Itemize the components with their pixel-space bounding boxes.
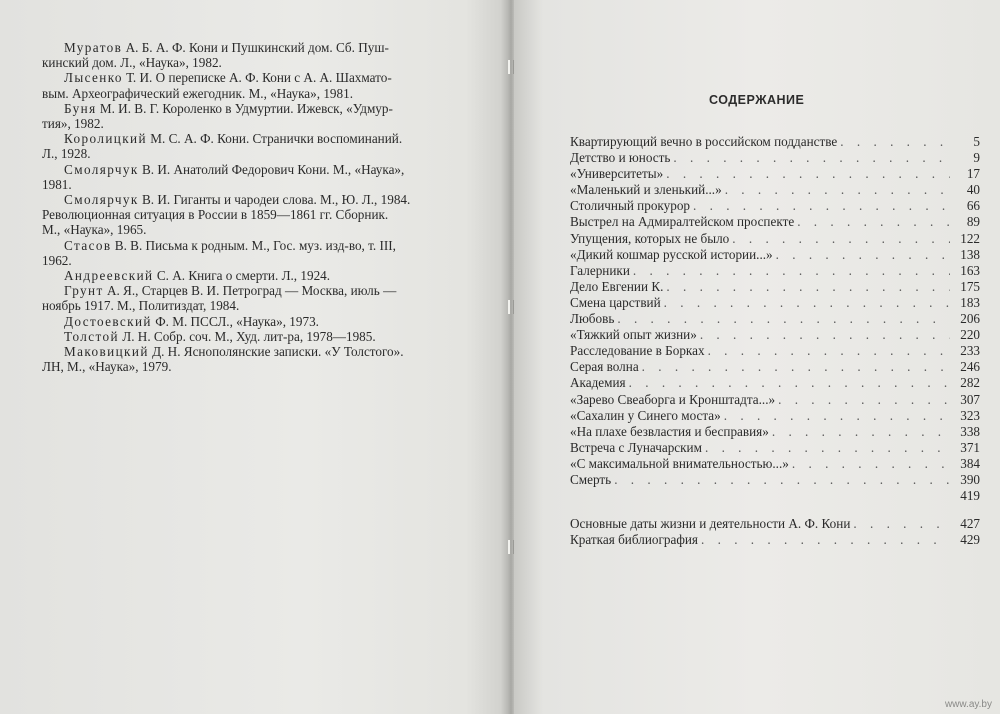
toc-entry-page: 282 xyxy=(960,375,980,391)
toc-leader-dots xyxy=(664,295,950,311)
toc-entry-title: Серая волна xyxy=(570,359,639,375)
bibliography-line: кинский дом. Л., «Наука», 1982. xyxy=(42,55,222,71)
toc-leader-dots xyxy=(629,375,950,391)
bibliography-line: ноябрь 1917. М., Политиздат, 1984. xyxy=(42,298,240,314)
toc-leader-dots xyxy=(633,263,950,279)
toc-leader-dots xyxy=(797,214,950,230)
author-surname: Королицкий xyxy=(64,131,147,147)
toc-entry-title: Смерть xyxy=(570,471,612,487)
toc-entry-title: Встреча с Луначарским xyxy=(570,439,702,455)
bibliography-entry xyxy=(42,314,452,329)
toc-entry xyxy=(570,472,980,488)
toc-entry xyxy=(570,166,980,182)
toc-entry-title: Академия xyxy=(570,375,626,391)
author-surname: Лысенко xyxy=(64,70,123,86)
toc-leader-dots xyxy=(725,182,950,198)
toc-entry xyxy=(570,134,980,150)
author-surname: Смолярчук xyxy=(64,192,139,208)
toc-entry-page: 429 xyxy=(960,532,980,548)
bibliography-line: Смолярчук В. И. Гиганты и чародеи слова. М., Ю. Л., 1984. xyxy=(64,192,411,208)
bibliography-line: Королицкий М. С. А. Ф. Кони. Странички воспоминаний. xyxy=(64,131,403,147)
bibliography-line: Революционная ситуация в России в 1859—1861 гг. Сборник. xyxy=(42,207,389,223)
toc-entry-title: «Зарево Свеаборга и Кронштадта...» xyxy=(570,391,776,407)
author-surname: Грунт xyxy=(64,283,104,299)
toc-entry-title: «На плахе безвластия и бесправия» xyxy=(570,423,769,439)
toc-entry xyxy=(570,532,980,548)
toc-entry xyxy=(570,247,980,263)
toc-leader-dots xyxy=(776,247,950,263)
toc-leader-dots xyxy=(642,359,950,375)
bibliography-line: Буня М. И. В. Г. Короленко в Удмуртии. Ижевск, «Удмур- xyxy=(64,100,393,116)
toc-entry-page: 427 xyxy=(960,516,980,532)
toc-entry-title: «Тяжкий опыт жизни» xyxy=(570,327,697,343)
toc-entry-page: 338 xyxy=(960,423,980,439)
toc-leader-dots xyxy=(708,343,950,359)
bibliography-entry xyxy=(42,192,452,238)
toc-leader-dots xyxy=(666,279,950,295)
bibliography-entry xyxy=(42,268,452,283)
bibliography-entry xyxy=(42,329,452,344)
toc-leader-dots xyxy=(853,516,950,532)
toc-leader-dots xyxy=(724,408,950,424)
toc-entry xyxy=(570,488,980,504)
toc-leader-dots xyxy=(778,392,950,408)
toc-leader-dots xyxy=(792,456,950,472)
bibliography-line: ЛН, М., «Наука», 1979. xyxy=(42,359,172,375)
toc-entry xyxy=(570,440,980,456)
toc-entry xyxy=(570,182,980,198)
right-page xyxy=(514,0,1000,714)
bibliography-line: Муратов А. Б. А. Ф. Кони и Пушкинский дом. Сб. Пуш- xyxy=(64,40,389,55)
toc-entry-title: Столичный прокурор xyxy=(570,198,691,214)
bibliography-line: М., «Наука», 1965. xyxy=(42,222,147,238)
bibliography-line: Маковицкий Д. Н. Яснополянские записки. «У Толстого». xyxy=(64,344,404,360)
author-surname: Андреевский xyxy=(64,268,154,284)
toc-entry-title: Дело Евгении К. xyxy=(570,278,664,294)
author-surname: Муратов xyxy=(64,40,123,55)
bibliography-entry xyxy=(42,40,452,70)
bibliography-entry xyxy=(42,283,452,313)
toc-leader-dots xyxy=(705,440,950,456)
toc-entry-page: 89 xyxy=(966,214,980,230)
toc-entry xyxy=(570,343,980,359)
toc-entry-page: 220 xyxy=(960,327,980,343)
toc-entry-page: 163 xyxy=(960,262,980,278)
toc-entry xyxy=(570,424,980,440)
toc-leader-dots xyxy=(700,327,950,343)
toc-entry xyxy=(570,231,980,247)
toc-entry-page: 138 xyxy=(960,246,980,262)
toc-entry-page: 246 xyxy=(960,359,980,375)
toc-entry-title: Основные даты жизни и деятельности А. Ф. Кони xyxy=(570,516,851,532)
toc-entry xyxy=(570,375,980,391)
bibliography-entry xyxy=(42,238,452,268)
bibliography-line: Толстой Л. Н. Собр. соч. М., Худ. лит-ра, 1978—1985. xyxy=(64,328,376,344)
bibliography-entry xyxy=(42,131,452,161)
toc-entry xyxy=(570,214,980,230)
toc-entry-title: «Сахалин у Синего моста» xyxy=(570,407,721,423)
bibliography-line: 1981. xyxy=(42,176,72,192)
toc-entry-page: 233 xyxy=(960,343,980,359)
toc-entry-title: Упущения, которых не было xyxy=(570,230,730,246)
toc-entry xyxy=(570,295,980,311)
toc-entry-title: «С максимальной внимательностью...» xyxy=(570,455,789,471)
toc-leader-dots xyxy=(840,134,950,150)
author-surname: Маковицкий xyxy=(64,344,149,360)
bibliography-line: 1962. xyxy=(42,252,72,268)
bibliography-line: Андреевский С. А. Книга о смерти. Л., 1924. xyxy=(64,268,331,284)
toc-entry-page: 183 xyxy=(960,294,980,310)
toc-entry-page: 307 xyxy=(960,391,980,407)
toc-entry-title: Выстрел на Адмиралтейском проспекте xyxy=(570,214,795,230)
toc-entry-page: 40 xyxy=(966,182,980,198)
toc-leader-dots xyxy=(617,311,950,327)
toc-entry-title: «Университеты» xyxy=(570,166,664,182)
toc-leader-dots xyxy=(701,532,950,548)
bibliography-entry xyxy=(42,101,452,131)
bibliography-line: Стасов В. В. Письма к родным. М., Гос. муз. изд-во, т. III, xyxy=(64,237,396,253)
bibliography-line: Достоевский Ф. М. ПССЛ., «Наука», 1973. xyxy=(64,313,319,329)
author-surname: Смолярчук xyxy=(64,161,139,177)
toc-leader-dots xyxy=(614,472,950,488)
toc-entry-page: 175 xyxy=(960,278,980,294)
toc-entry-page: 371 xyxy=(960,439,980,455)
toc-entry-page: 419 xyxy=(960,488,980,504)
table-of-contents xyxy=(570,134,980,548)
bibliography-line: Смолярчук В. И. Анатолий Федорович Кони. М., «Наука», xyxy=(64,161,405,177)
toc-entry-title: Расследование в Борках xyxy=(570,343,705,359)
toc-entry-page: 122 xyxy=(960,230,980,246)
bibliography-line: Грунт А. Я., Старцев В. И. Петроград — Москва, июль — xyxy=(64,283,397,299)
bibliography-list xyxy=(42,40,452,374)
watermark: www.ay.by xyxy=(944,699,992,710)
toc-entry xyxy=(570,408,980,424)
bibliography-line: Л., 1928. xyxy=(42,146,91,162)
toc-entry-page: 384 xyxy=(960,455,980,471)
bibliography-entry xyxy=(42,344,452,374)
bibliography-entry xyxy=(42,70,452,100)
toc-entry-page: 17 xyxy=(966,166,980,182)
author-surname: Буня xyxy=(64,100,97,116)
toc-entry-title: Квартирующий вечно в российском подданстве xyxy=(570,134,838,149)
author-surname: Стасов xyxy=(64,237,112,253)
bibliography-entry xyxy=(42,162,452,192)
toc-leader-dots xyxy=(673,150,950,166)
toc-entry-page: 206 xyxy=(960,311,980,327)
toc-entry xyxy=(570,516,980,532)
toc-entry-page: 5 xyxy=(973,134,980,149)
toc-entry-page: 390 xyxy=(960,471,980,487)
toc-leader-dots xyxy=(772,424,950,440)
toc-entry-title: Краткая библиография xyxy=(570,532,698,548)
toc-leader-dots xyxy=(732,231,950,247)
toc-entry-page: 66 xyxy=(966,198,980,214)
toc-entry-title: Смена царствий xyxy=(570,294,661,310)
author-surname: Толстой xyxy=(64,328,119,344)
toc-entry-title: Детство и юность xyxy=(570,150,671,166)
toc-entry xyxy=(570,392,980,408)
bibliography-line: Лысенко Т. И. О переписке А. Ф. Кони с А. А. Шахмато- xyxy=(64,70,392,86)
toc-entry xyxy=(570,311,980,327)
toc-entry-page: 323 xyxy=(960,407,980,423)
toc-gap xyxy=(570,504,980,516)
bibliography-line: тия», 1982. xyxy=(42,116,104,132)
toc-entry xyxy=(570,150,980,166)
toc-entry xyxy=(570,456,980,472)
toc-entry-title: Любовь xyxy=(570,311,615,327)
toc-entry xyxy=(570,327,980,343)
toc-entry xyxy=(570,263,980,279)
toc-entry-title: «Маленький и зленький...» xyxy=(570,182,722,198)
toc-leader-dots xyxy=(666,166,950,182)
toc-entry-title: «Дикий кошмар русской истории...» xyxy=(570,246,773,262)
bibliography-line: вым. Археографический ежегодник. М., «Наука», 1981. xyxy=(42,85,353,101)
toc-entry xyxy=(570,279,980,295)
toc-entry xyxy=(570,198,980,214)
toc-entry-page: 9 xyxy=(973,150,980,166)
toc-entry-title: Галерники xyxy=(570,262,630,278)
author-surname: Достоевский xyxy=(64,313,152,329)
toc-leader-dots xyxy=(693,198,950,214)
toc-title: СОДЕРЖАНИЕ xyxy=(709,93,805,107)
toc-entry xyxy=(570,359,980,375)
